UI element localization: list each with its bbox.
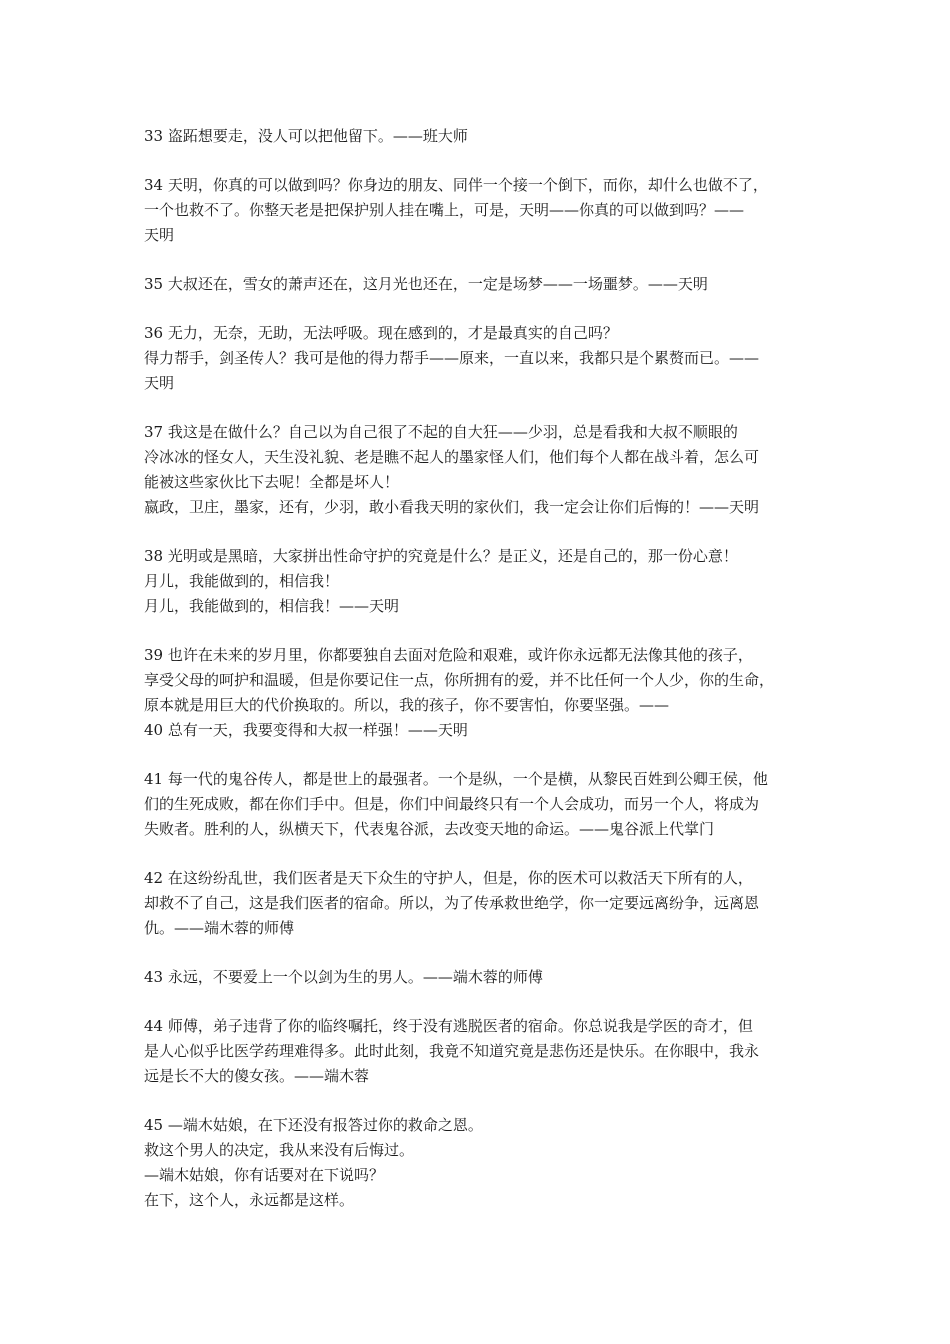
text-line: 35 大叔还在，雪女的萧声还在，这月光也还在，一定是场梦——一场噩梦。——天明 bbox=[144, 275, 708, 293]
text-line: 33 盗跖想要走，没人可以把他留下。——班大师 bbox=[144, 127, 468, 145]
text-line: 34 天明，你真的可以做到吗？你身边的朋友、同伴一个接一个倒下，而你，却什么也做不了， bbox=[144, 176, 768, 194]
text-line: 远是长不大的傻女孩。——端木蓉 bbox=[144, 1067, 370, 1085]
text-line: 们的生死成败，都在你们手中。但是，你们中间最终只有一个人会成功，而另一个人，将成为 bbox=[144, 795, 760, 813]
paragraph-38 bbox=[144, 544, 820, 619]
text-line: 救这个男人的决定，我从来没有后悔过。 bbox=[144, 1141, 415, 1159]
paragraph-45 bbox=[144, 1113, 820, 1213]
paragraph-41 bbox=[144, 767, 820, 842]
text-line: 享受父母的呵护和温暖，但是你要记住一点，你所拥有的爱，并不比任何一个人少，你的生命， bbox=[144, 671, 775, 689]
text-line: —端木姑娘，你有话要对在下说吗？ bbox=[144, 1166, 385, 1184]
paragraph-34 bbox=[144, 173, 820, 248]
text-line: 在下，这个人，永远都是这样。 bbox=[144, 1191, 355, 1209]
text-line: 36 无力，无奈，无助，无法呼吸。现在感到的，才是最真实的自己吗？ bbox=[144, 324, 618, 342]
text-line: 天明 bbox=[144, 226, 175, 244]
text-line: 原本就是用巨大的代价换取的。所以，我的孩子，你不要害怕，你要坚强。—— bbox=[144, 696, 670, 714]
paragraph-36 bbox=[144, 321, 820, 396]
paragraph-35 bbox=[144, 272, 820, 297]
text-line: 嬴政，卫庄，墨家，还有，少羽，敢小看我天明的家伙们，我一定会让你们后悔的！——天明 bbox=[144, 498, 760, 516]
text-line: 能被这些家伙比下去呢！全都是坏人！ bbox=[144, 473, 400, 491]
paragraph-44 bbox=[144, 1014, 820, 1089]
text-line: 43 永远，不要爱上一个以剑为生的男人。——端木蓉的师傅 bbox=[144, 968, 543, 986]
paragraph-37 bbox=[144, 420, 820, 520]
paragraph-33 bbox=[144, 124, 820, 149]
text-line: 44 师傅，弟子违背了你的临终嘱托，终于没有逃脱医者的宿命。你总说我是学医的奇才，但 bbox=[144, 1017, 753, 1035]
paragraph-43 bbox=[144, 965, 820, 990]
text-line: 是人心似乎比医学药理难得多。此时此刻，我竟不知道究竟是悲伤还是快乐。在你眼中，我永 bbox=[144, 1042, 760, 1060]
text-line: 却救不了自己，这是我们医者的宿命。所以，为了传承救世绝学，你一定要远离纷争，远离恩 bbox=[144, 894, 760, 912]
text-line: 月儿，我能做到的，相信我！——天明 bbox=[144, 597, 400, 615]
document-body bbox=[144, 124, 820, 1213]
text-line: 38 光明或是黑暗，大家拼出性命守护的究竟是什么？是正义，还是自己的，那一份心意！ bbox=[144, 547, 738, 565]
text-line: 仇。——端木蓉的师傅 bbox=[144, 919, 295, 937]
text-line: 40 总有一天，我要变得和大叔一样强！——天明 bbox=[144, 721, 468, 739]
text-line: 得力帮手，剑圣传人？我可是他的得力帮手——原来，一直以来，我都只是个累赘而已。—— bbox=[144, 349, 760, 367]
text-line: 45 —端木姑娘，在下还没有报答过你的救命之恩。 bbox=[144, 1116, 483, 1134]
text-line: 41 每一代的鬼谷传人，都是世上的最强者。一个是纵，一个是横，从黎民百姓到公卿王侯，他 bbox=[144, 770, 768, 788]
paragraph-39-40 bbox=[144, 643, 820, 743]
text-line: 天明 bbox=[144, 374, 175, 392]
text-line: 一个也救不了。你整天老是把保护别人挂在嘴上，可是，天明——你真的可以做到吗？—— bbox=[144, 201, 745, 219]
text-line: 月儿，我能做到的，相信我！ bbox=[144, 572, 340, 590]
text-line: 37 我这是在做什么？自己以为自己很了不起的自大狂——少羽，总是看我和大叔不顺眼的 bbox=[144, 423, 738, 441]
text-line: 39 也许在未来的岁月里，你都要独自去面对危险和艰难，或许你永远都无法像其他的孩子， bbox=[144, 646, 753, 664]
paragraph-42 bbox=[144, 866, 820, 941]
text-line: 失败者。胜利的人，纵横天下，代表鬼谷派，去改变天地的命运。——鬼谷派上代掌门 bbox=[144, 820, 715, 838]
text-line: 42 在这纷纷乱世，我们医者是天下众生的守护人，但是，你的医术可以救活天下所有的人， bbox=[144, 869, 753, 887]
text-line: 冷冰冰的怪女人，天生没礼貌、老是瞧不起人的墨家怪人们，他们每个人都在战斗着，怎么可 bbox=[144, 448, 760, 466]
